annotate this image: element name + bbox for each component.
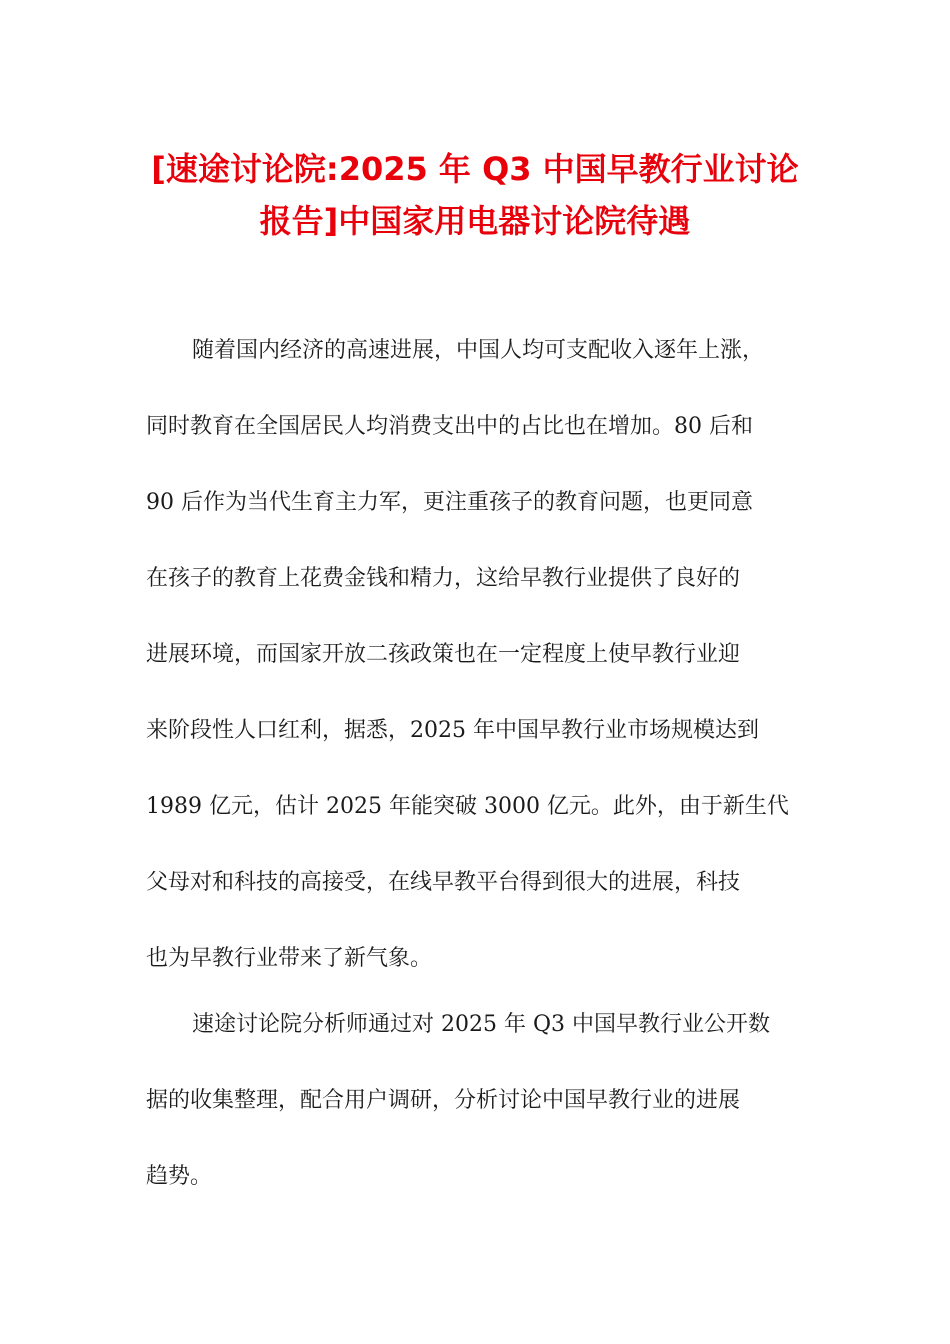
paragraph-line: 1989 亿元，估计 2025 年能突破 3000 亿元。此外，由于新生代 — [146, 794, 789, 819]
paragraph-line: 趋势。 — [146, 1164, 213, 1189]
title-line-2: 报告]中国家用电器讨论院待遇 — [259, 202, 691, 240]
title-line-1: [速途讨论院:2025 年 Q3 中国早教行业讨论 — [151, 150, 799, 188]
paragraph-line: 来阶段性人口红利，据悉，2025 年中国早教行业市场规模达到 — [146, 718, 759, 743]
paragraph-2 — [146, 987, 806, 1215]
paragraph-line: 也为早教行业带来了新气象。 — [146, 946, 433, 971]
document-title — [100, 143, 850, 247]
paragraph-line: 父母对和科技的高接受，在线早教平台得到很大的进展，科技 — [146, 870, 741, 895]
paragraph-1 — [146, 313, 806, 997]
paragraph-line: 90 后作为当代生育主力军，更注重孩子的教育问题，也更同意 — [146, 490, 753, 515]
paragraph-line: 速途讨论院分析师通过对 2025 年 Q3 中国早教行业公开数 — [192, 1012, 770, 1037]
paragraph-line: 随着国内经济的高速进展，中国人均可支配收入逐年上涨， — [192, 338, 765, 363]
paragraph-line: 据的收集整理，配合用户调研，分析讨论中国早教行业的进展 — [146, 1088, 741, 1113]
paragraph-line: 进展环境，而国家开放二孩政策也在一定程度上使早教行业迎 — [146, 642, 741, 667]
paragraph-line: 在孩子的教育上花费金钱和精力，这给早教行业提供了良好的 — [146, 566, 741, 591]
paragraph-line: 同时教育在全国居民人均消费支出中的占比也在增加。80 后和 — [146, 414, 753, 439]
